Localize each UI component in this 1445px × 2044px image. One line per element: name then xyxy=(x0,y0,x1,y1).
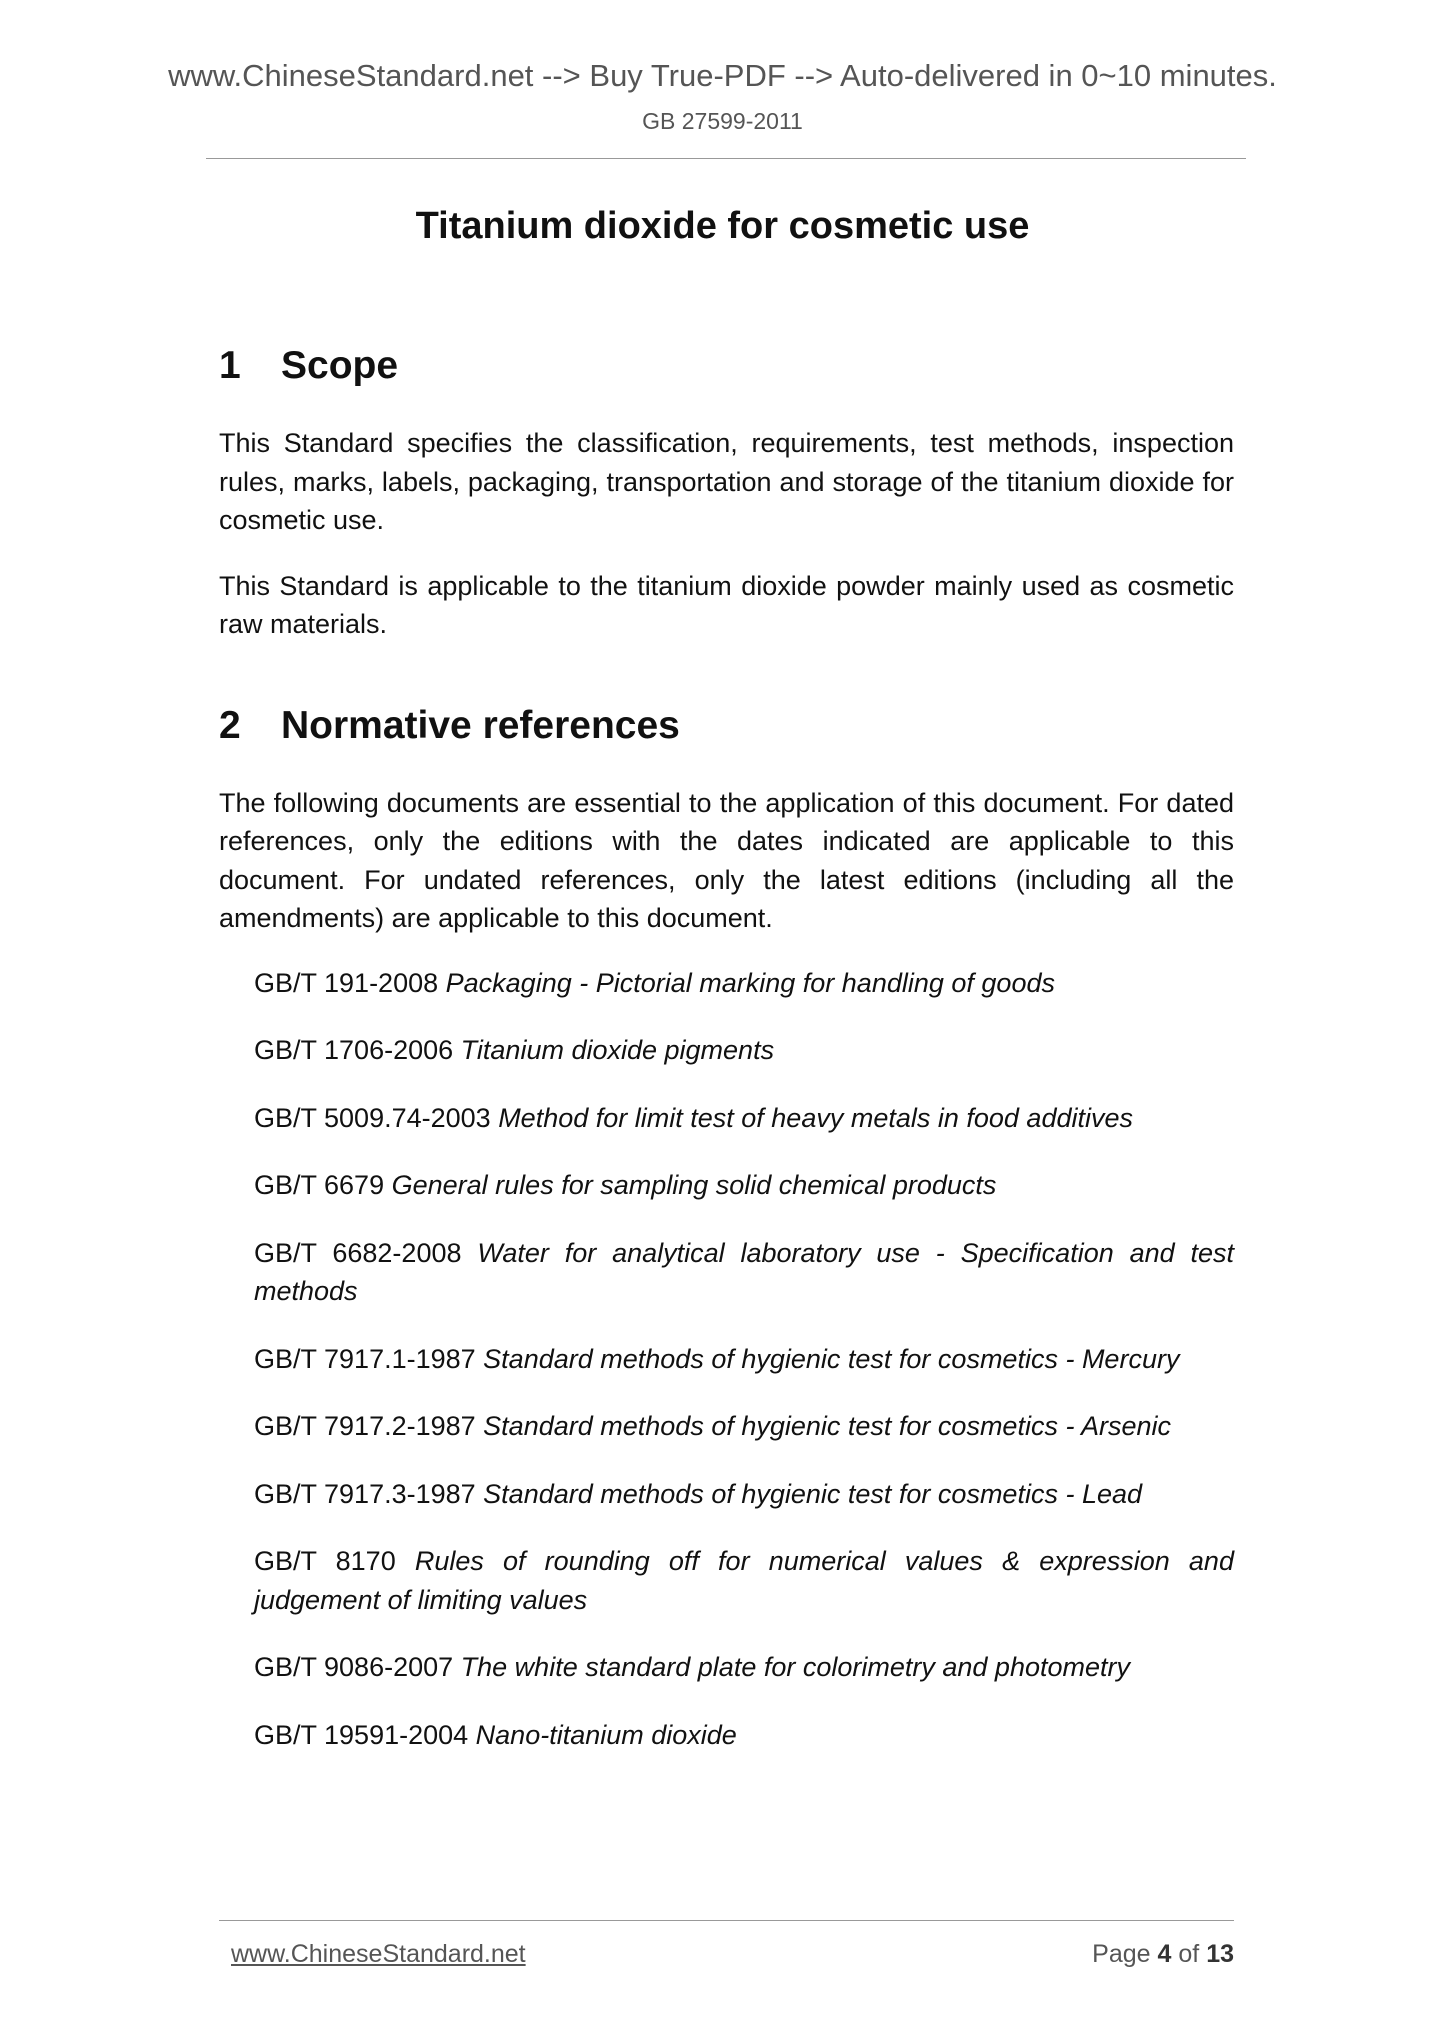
reference-item xyxy=(254,1166,1234,1205)
scope-paragraph: This Standard is applicable to the titanium dioxide powder mainly used as cosmetic raw materials. xyxy=(219,570,1234,639)
reference-item xyxy=(254,1475,1234,1514)
reference-code: GB/T 7917.1-1987 xyxy=(254,1343,476,1374)
reference-title: Rules of rounding off for numerical values & expression and judgement of limiting values xyxy=(254,1546,1234,1615)
page-of-label: of xyxy=(1178,1940,1200,1968)
reference-title: Water for analytical laboratory use - Specification and test methods xyxy=(254,1237,1234,1306)
reference-title: Packaging - Pictorial marking for handling of goods xyxy=(445,967,1055,998)
reference-code: GB/T 19591-2004 xyxy=(254,1719,469,1750)
scope-paragraph: This Standard specifies the classification, requirements, test methods, inspection rules, marks, labels, packaging, transportation and storage of the titanium dioxide for cosmetic use. xyxy=(219,428,1234,535)
reference-item xyxy=(254,1031,1234,1070)
reference-item xyxy=(254,1716,1234,1755)
footer-website-link[interactable]: www.ChineseStandard.net xyxy=(231,1940,526,1968)
reference-item xyxy=(254,1542,1234,1619)
reference-title: Titanium dioxide pigments xyxy=(460,1035,775,1065)
footer-divider xyxy=(219,1920,1234,1921)
reference-code: GB/T 191-2008 xyxy=(254,967,439,998)
current-page: 4 xyxy=(1157,1940,1172,1968)
reference-code: GB/T 7917.2-1987 xyxy=(254,1411,476,1441)
document-title: Titanium dioxide for cosmetic use xyxy=(415,205,1030,247)
section-heading-normative-references xyxy=(219,702,1234,750)
reference-item xyxy=(254,964,1234,1003)
reference-code: GB/T 9086-2007 xyxy=(254,1652,454,1682)
reference-code: GB/T 6682-2008 xyxy=(254,1237,462,1268)
standard-code: GB 27599-2011 xyxy=(642,108,803,134)
reference-item xyxy=(254,1099,1234,1138)
reference-code: GB/T 5009.74-2003 xyxy=(254,1102,491,1133)
reference-title: The white standard plate for colorimetry and photometry xyxy=(460,1652,1130,1682)
reference-code: GB/T 6679 xyxy=(254,1170,385,1200)
reference-title: Nano-titanium dioxide xyxy=(475,1719,737,1750)
reference-code: GB/T 7917.3-1987 xyxy=(254,1478,476,1509)
reference-item xyxy=(254,1407,1234,1446)
section-title: Normative references xyxy=(281,703,680,747)
section-title: Scope xyxy=(281,344,399,387)
total-pages: 13 xyxy=(1206,1940,1234,1968)
reference-list xyxy=(219,964,1234,1755)
header-divider xyxy=(206,158,1246,159)
reference-title: Method for limit test of heavy metals in food additives xyxy=(498,1102,1133,1133)
reference-item xyxy=(254,1340,1234,1379)
reference-title: Standard methods of hygienic test for cosmetics - Arsenic xyxy=(483,1411,1171,1441)
page-indicator xyxy=(1092,1937,1234,1971)
reference-title: Standard methods of hygienic test for cosmetics - Lead xyxy=(483,1478,1143,1509)
references-intro-paragraph: The following documents are essential to the application of this document. For dated references, only the editions with the dates indicated are applicable to this document. For undated references, only the latest editions (including all the amendments) are applicable to this document. xyxy=(219,787,1234,933)
header-banner: www.ChineseStandard.net --> Buy True-PDF --> Auto-delivered in 0~10 minutes. xyxy=(168,58,1277,93)
page-label: Page xyxy=(1092,1940,1151,1968)
reference-title: Standard methods of hygienic test for cosmetics - Mercury xyxy=(483,1343,1180,1374)
reference-item xyxy=(254,1648,1234,1687)
reference-title: General rules for sampling solid chemical products xyxy=(391,1170,997,1200)
section-number: 2 xyxy=(219,703,241,747)
reference-code: GB/T 8170 xyxy=(254,1546,396,1576)
reference-item xyxy=(254,1234,1234,1311)
reference-code: GB/T 1706-2006 xyxy=(254,1035,454,1065)
section-heading-scope xyxy=(219,342,1234,390)
section-number: 1 xyxy=(219,344,241,387)
document-body xyxy=(219,342,1234,1783)
